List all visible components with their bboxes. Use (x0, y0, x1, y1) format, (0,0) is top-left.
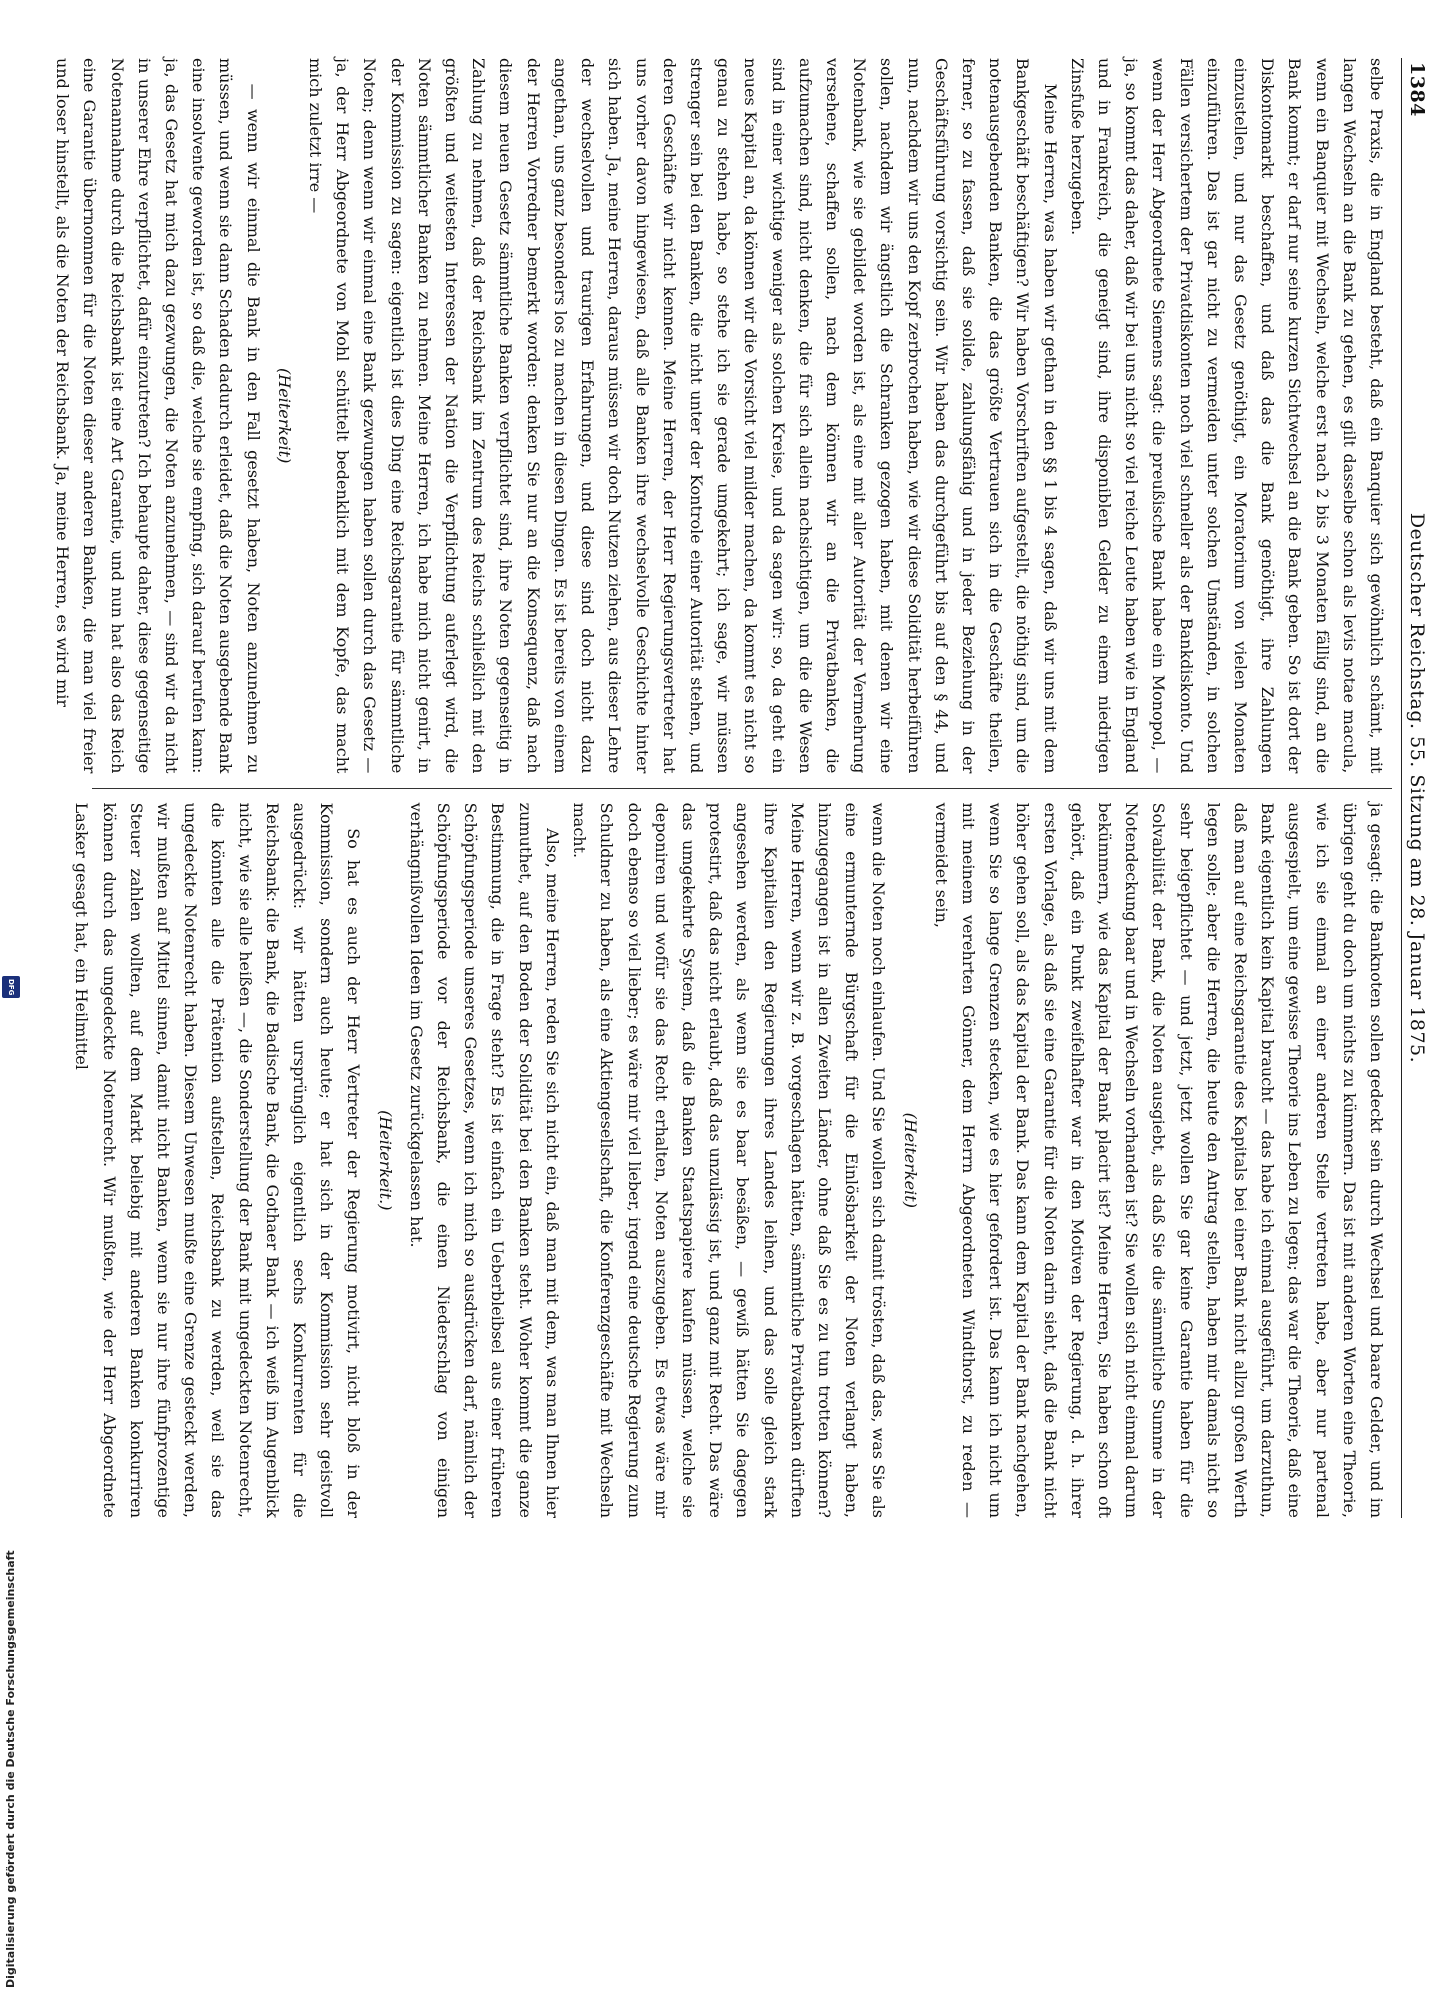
digitization-note (4, 998, 22, 1998)
dfg-logo: DFG (2, 976, 20, 998)
paragraph: wenn die Noten noch einlaufen. Und Sie wollen sich damit trösten, daß das, was Sie als eine ermunternde Bürgschaft für die Einlösbarkeit der Noten verlangt haben, hinzugegangen ist in allen Zweiten Länder, ohne daß Sie es zu tun trotten können? Meine Herren, wenn wir z. B. vorgeschlagen hätten, sämmtliche Privatbanken dürften ihre Kapitalien den Regierungen ihres Landes leihen, und das solle gleich stark angesehen werden, als wenn sie es baar besäßen, — gewiß hätten Sie dagegen protestirt, daß das nicht erlaubt, daß das unzulässig ist, und ganz mit Recht. Das wäre das umgekehrte System, daß die Banken Staatspapiere kaufen müssen, welche sie deponiren und wofür sie das Recht erhalten, Noten auszugeben. Es etwas wäre mir doch ebenso so viel lieber; es wäre mir viel lieber, irgend eine deutsche Regierung zum Schuldner zu haben, als eine Aktiengesellschaft, die Konferenzgeschäfte mit Wechseln macht. (570, 802, 889, 1518)
rotated-page (53, 58, 1432, 1518)
running-head (1401, 58, 1432, 1518)
paragraph: selbe Praxis, die in England besteht, daß ein Banquier sich gewöhnlich schämt, mit langen Wechseln an die Bank zu gehen, es gilt dasselbe schon als levis notae macula, wenn ein Banquier mit Wechseln, welche erst nach 2 bis 3 Monaten fällig sind, an die Bank kommt; er darf nur seine kurzen Sichtwechsel an die Bank geben. So ist dort der Diskontomarkt beschaffen, und daß das die Bank genöthigt, ihre Zahlungen einzustellen, und nur das Gesetz genöthigt, ein Moratorium von vielen Monaten einzuführen. Das ist gar nicht zu vermeiden unter solchen Umständen, in solchen Fällen versichertem der Privatdiskonten noch viel schneller als der Bankdiskonto. Und wenn der Herr Abgeordnete Siemens sagt: die preußische Bank habe ein Monopol, — ja, so kommt das daher, daß wir bei uns nicht so viel reiche Leute haben wie in England und in Frankreich, die geneigt sind, ihre disponiblen Gelder zu einem niedrigen Zinsfuße herzugeben. (1067, 58, 1386, 774)
right-column (68, 803, 1390, 1518)
page-number: 1384 (1406, 62, 1428, 117)
page-header-title: Deutscher Reichstag. 55. Sitzung am 28. Januar 1875. (1406, 512, 1428, 1064)
column-divider (92, 788, 1392, 789)
paragraph: — wenn wir einmal die Bank in den Fall gesetzt haben, Noten anzunehmen zu müssen, und wenn sie dann Schaden dadurch erleidet, daß die Noten ausgebende Bank eine insolvente geworden ist, so daß die, welche sie empfing, sich darauf berufen kann: ja, das Gesetz hat mich dazu gezwungen, die Noten anzunehmen, — sind wir da nicht in unserer Ehre verpflichtet, dafür einzutreten? Ich behaupte daher, diese gegenseitige Notenannahme durch die Reichsbank ist eine Art Garantie, und nun hat also das Reich eine Garantie übernommen für die Noten dieser anderen Banken, die man viel freier und loser hinstellt, als die Noten der Reichsbank. Ja, meine Herren, es wird mir (53, 58, 263, 774)
stage-direction: (Heiterkeit) (274, 368, 294, 464)
digitization-note-text: Digitalisierung gefördert durch die Deutsche Forschungsgemeinschaft (4, 1550, 17, 1988)
paragraph: ja gesagt: die Banknoten sollen gedeckt sein durch Wechsel und baare Gelder, und im übrigen geht du doch um nichts zu kümmern. Das ist mit anderen Worten eine Theorie, wie ich sie einmal an einer anderen Stelle vertreten habe, aber nur partenal ausgespielt, um eine gewisse Theorie ins Leben zu legen; das war die Theorie, daß eine Bank eigentlich kein Kapital braucht — das habe ich einmal ausgeführt, um darzuthun, daß man auf eine Reichsgarantie des Kapitals bei einer Bank nicht allzu großen Werth legen solle; aber die Herren, die heute den Antrag stellen, haben mir damals nicht so sehr beigepflichtet — und jetzt, jetzt wollen Sie gar keine Garantie haben für die Solvabilität der Bank, die Noten ausgiebt, als daß Sie die sämmtliche Summe in der Notendeckung baar und in Wechseln vorhanden ist? Sie wollen sich nicht einmal darum bekümmern, wie das Kapital der Bank placirt ist? Meine Herren, Sie haben schon oft gehört, daß ein Punkt zweifelhafter war in den Motiven der Regierung, d. h. ihrer ersten Vorlage, als daß sie eine Garantie für die Noten darin sieht, daß die Bank nicht höher gehen soll, als das Kapital der Bank. Das kann dem Kapital der Bank nachgehen, wenn Sie so lange Grenzen stecken, wie es hier gefordert ist. Das kann ich nicht um mit meinem verehrten Gönner, dem Herrn Abgeordneten Windthorst, zu reden — vermeidet sein, (931, 802, 1386, 1518)
paragraph: So hat es auch der Herr Vertreter der Regierung motivirt, nicht bloß in der Kommission, sondern auch heute; er hat sich in der Kommission sehr geistvoll ausgedrückt: wir hätten ursprünglich eigentlich sechs Konkurrenten für die Reichsbank: die Bank, die Badische Bank, die Gothaer Bank — ich weiß im Augenblick nicht, wie sie alle heißen —, die Sonderstellung der Bank mit ungedeckten Notenrecht, die könnten alle die Prätention aufstellen, Reichsbank zu werden, weil sie das ungedeckte Notenrecht haben. Diesem Unwesen mußte eine Grenze gesteckt werden, wir mußten auf Mittel sinnen, damit nicht Banken, wenn sie nur ihre fünfprozentige Steuer zahlen wollten, auf dem Markt beliebig mit anderen Banken konkurriren können durch das ungedeckte Notenrecht. Wir mußten, wie der Herr Abgeordnete Lasker gesagt hat, ein Heilmittel (72, 802, 364, 1518)
stage-direction: (Heiterkeit) (900, 1112, 920, 1208)
page-body (53, 58, 1432, 1518)
paragraph: Meine Herren, was haben wir gethan in den §§ 1 bis 4 sagen, daß wir uns mit dem Bankgeschäft beschäftigen? Wir haben Vorschriften aufgestellt, die nöthig sind, um die notenausgebenden Banken, die das größte Vertrauen sich in die Geschäfte theilen, ferner, so zu fassen, daß sie solide, zahlungsfähig und in jeder Beziehung in der Geschäftsführung vorsichtig sein. Wir haben das durchgeführt bis auf den § 44, und nun, nachdem wir uns den Kopf zerbrochen haben, wie wir diese Solidität herbeiführen sollen, nachdem wir ängstlich die Schranken gezogen haben, mit denen wir eine Notenbank, wie sie gebildet worden ist, als eine mit aller Autorität der Vermehrung versehene, schaffen sollen, nach dem können wir an die Privatbanken, die aufzumachen sind, nicht denken, die für sich allein nachsichtigen, um die die Wesen sind in einer wichtige weniger als solchen Kreise, und da sagen wir: so, da geht ein neues Kapital an, da können wir die Vorsicht viel milder machen, da kommt es nicht so genau zu stehen habe, so stehe ich sie gerade umgekehrt; ich sage, wir müssen strenger sein bei den Banken, die nicht unter der Kontrole einer Autorität stehen, und deren Geschäfte wir nicht kennen. Meine Herren, der Herr Regierungsvertreter hat uns vorher davon hingewiesen, daß alle Banken ihre wechselvolle Geschichte hinter sich haben. Ja, meine Herren, daraus müssen wir doch Nutzen ziehen, aus dieser Lehre der wechselvollen und traurigen Erfahrungen, und diese sind doch nicht dazu angethan, uns ganz besonders los zu machen in diesen Dingen. Es ist bereits von einem der Herren Vorredner bemerkt worden: denken Sie nur an die Konsequenz, daß nach diesem neuen Gesetz sämmtliche Banken verpflichtet sind, ihre Noten gegenseitig in Zahlung zu nehmen, daß der Reichsbank im Zentrum des Reichs schließlich mit den größten und weitesten Interessen der Nation die Verpflichtung auferlegt wird, die Noten sämmtlicher Banken zu nehmen. Meine Herren, ich habe mich nicht genirt, in der Kommission zu sagen: eigentlich ist dies Ding eine Reichsgarantie für sämmtliche Noten; denn wenn wir einmal eine Bank gezwungen haben sollen durch das Gesetz — ja, der Herr Abgeordnete von Mohl schüttelt bedenklich mit dem Kopfe, das macht mich zuletzt irre — (306, 58, 1060, 774)
left-column (49, 58, 1390, 773)
paragraph: Also, meine Herren, reden Sie sich nicht ein, daß man mit dem, was man Ihnen hier zumuthet, auf den Boden der Solidität bei den Banken steht. Woher kommt die ganze Bestimmung, die in Frage steht? Es ist einfach ein Ueberbleibsel aus einer früheren Schöpfungsperiode unseres Gesetzes, wenn ich mich so ausdrücken darf, nämlich der Schöpfungsperiode vor der Reichsbank, die einen Niederschlag von einigen verhängnißvollen Ideen im Gesetz zurückgelassen hat. (406, 802, 562, 1518)
stage-direction: (Heiterkeit.) (375, 1110, 395, 1211)
